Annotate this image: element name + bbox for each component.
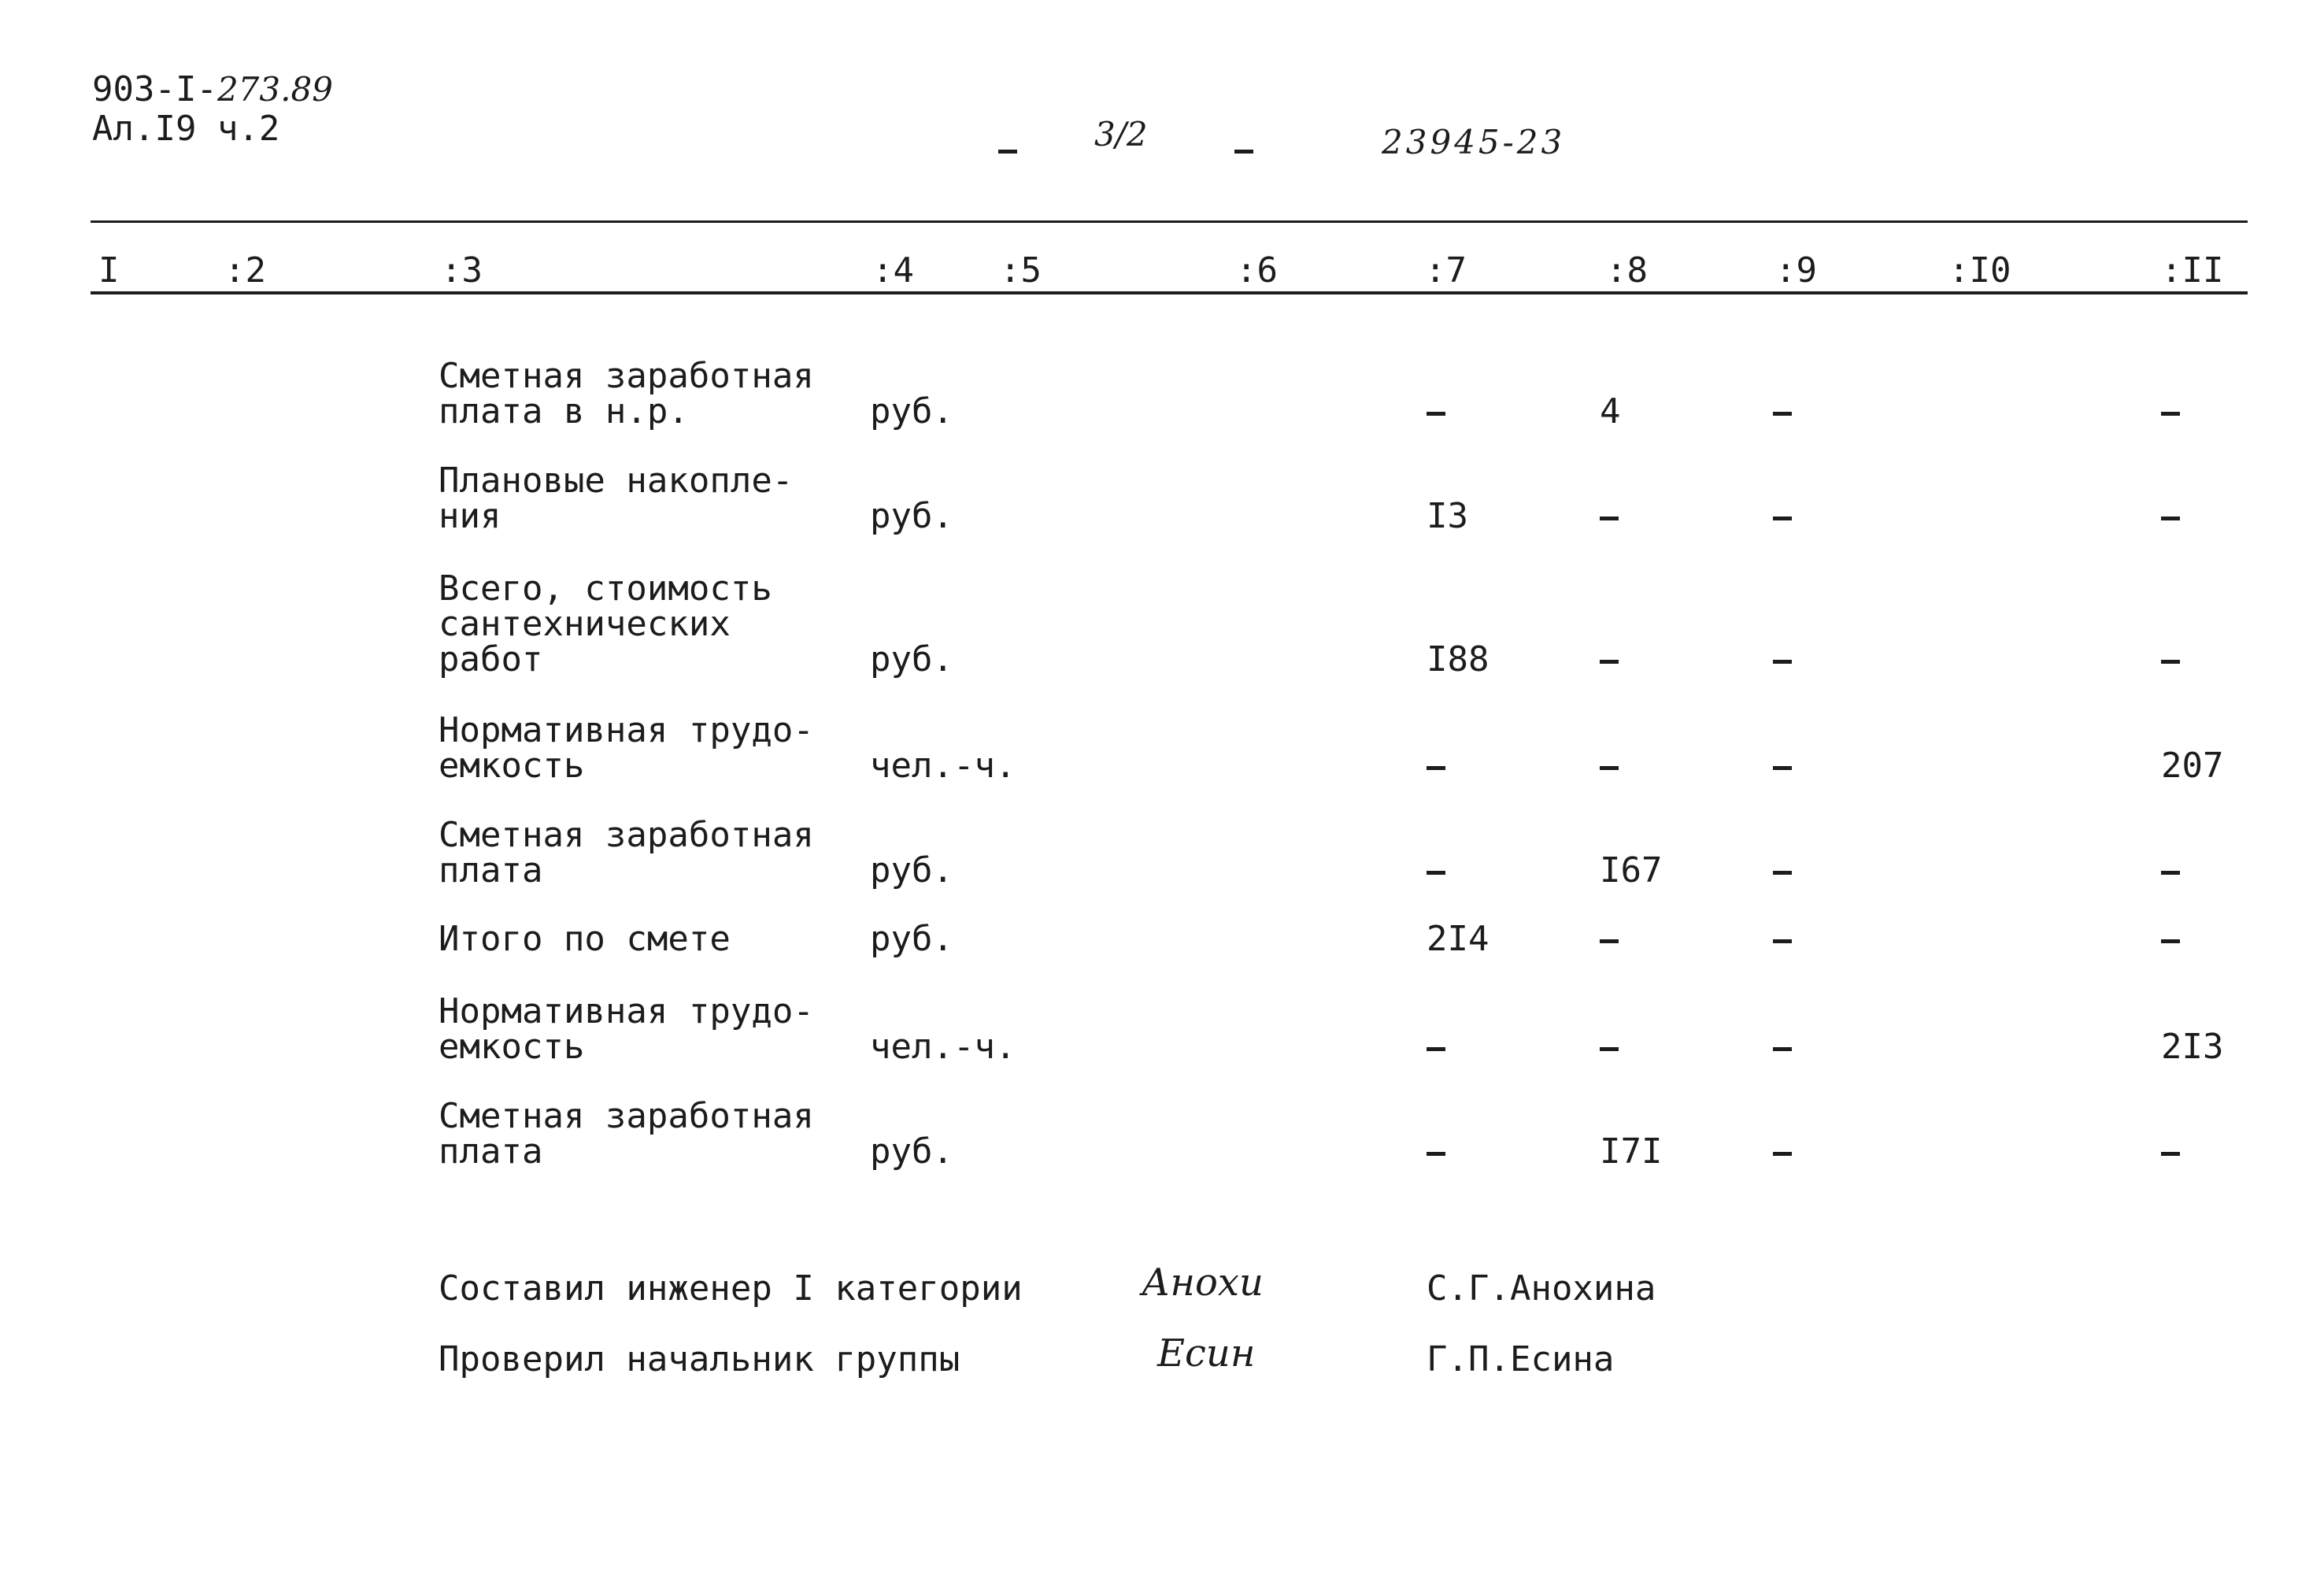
col8-cell — [1600, 498, 1619, 534]
row-label-line: Сметная заработная — [439, 356, 814, 396]
page-dash-right — [1234, 132, 1253, 167]
column-number: :8 — [1606, 250, 1648, 291]
col8-cell: 4 — [1600, 391, 1621, 431]
unit-cell: руб. — [870, 850, 953, 890]
unit-cell: руб. — [870, 496, 953, 536]
col11-cell — [2161, 498, 2180, 534]
row-label-line: Сметная заработная — [439, 815, 814, 855]
dash-mark — [1773, 1152, 1792, 1156]
column-number: :5 — [1000, 250, 1042, 291]
unit-cell: руб. — [870, 639, 953, 679]
dash-mark — [1600, 660, 1619, 664]
column-number: :7 — [1425, 250, 1467, 291]
row-label-line: сантехнических — [439, 604, 731, 644]
dash-mark — [2161, 939, 2180, 943]
column-number: :II — [2161, 250, 2224, 291]
dash-mark — [1427, 871, 1445, 875]
row-label-line: емкость — [439, 746, 585, 786]
col9-cell — [1773, 748, 1792, 783]
col8-cell — [1600, 921, 1619, 957]
dash-mark — [1427, 1047, 1445, 1051]
sheet-label: Ал.I9 ч.2 — [92, 109, 280, 149]
dash-mark — [1600, 1047, 1619, 1051]
col7-cell — [1427, 1134, 1445, 1169]
col7-cell — [1427, 748, 1445, 783]
signer-role: Составил инженер I категории — [439, 1268, 1023, 1309]
dash-mark — [2161, 517, 2180, 520]
doc-code-prefix: 903-I- — [92, 69, 217, 109]
row-label-line: Итого по смете — [439, 919, 731, 959]
signer-role: Проверил начальник группы — [439, 1339, 960, 1379]
row-label-line: плата в н.р. — [439, 391, 689, 431]
col11-cell: 207 — [2161, 746, 2224, 786]
row-label-line: Нормативная трудо- — [439, 991, 814, 1031]
col7-cell — [1427, 853, 1445, 888]
dash-mark — [2161, 412, 2180, 416]
col8-cell — [1600, 1029, 1619, 1064]
col7-cell — [1427, 1029, 1445, 1064]
row-label-line: работ — [439, 639, 543, 679]
row-label-line: ния — [439, 496, 501, 536]
dash-mark — [2161, 871, 2180, 875]
row-label-line: плата — [439, 850, 543, 890]
dash-mark — [1427, 1152, 1445, 1156]
column-number: :4 — [872, 250, 914, 291]
col11-cell — [2161, 1134, 2180, 1169]
unit-cell: руб. — [870, 919, 953, 959]
column-number: I — [98, 250, 120, 291]
column-number: :2 — [224, 250, 266, 291]
col9-cell — [1773, 394, 1792, 429]
col8-cell — [1600, 748, 1619, 783]
unit-cell: руб. — [870, 1131, 953, 1172]
doc-code-handwritten: 273.89 — [216, 70, 333, 109]
dash-mark — [1773, 766, 1792, 770]
col11-cell — [2161, 642, 2180, 677]
dash-mark — [1773, 517, 1792, 520]
column-number: :6 — [1236, 250, 1278, 291]
handwritten-signature: Анохи — [1142, 1261, 1264, 1305]
col7-cell: I88 — [1427, 639, 1490, 679]
column-number: :9 — [1775, 250, 1817, 291]
col7-cell: 2I4 — [1427, 919, 1490, 959]
col9-cell — [1773, 1029, 1792, 1064]
unit-cell: чел.-ч. — [870, 746, 1016, 786]
column-number: :I0 — [1948, 250, 2011, 291]
dash-mark — [1600, 939, 1619, 943]
dash-mark — [1773, 871, 1792, 875]
dash-mark — [1773, 412, 1792, 416]
dash-mark — [2161, 1152, 2180, 1156]
col7-cell — [1427, 394, 1445, 429]
page-dash-left — [998, 132, 1017, 167]
dash-mark — [1600, 517, 1619, 520]
col8-cell: I7I — [1600, 1131, 1663, 1172]
dash-mark — [1427, 766, 1445, 770]
table-top-rule — [91, 220, 2248, 223]
row-label-line: Всего, стоимость — [439, 568, 772, 609]
row-label-line: плата — [439, 1131, 543, 1172]
col8-cell — [1600, 642, 1619, 677]
doc-code — [92, 69, 333, 109]
col11-cell — [2161, 921, 2180, 957]
row-label-line: Нормативная трудо- — [439, 710, 814, 750]
unit-cell: руб. — [870, 391, 953, 431]
col11-cell: 2I3 — [2161, 1027, 2224, 1067]
col9-cell — [1773, 642, 1792, 677]
row-label-line: емкость — [439, 1027, 585, 1067]
signer-name: Г.П.Есина — [1427, 1339, 1615, 1379]
col9-cell — [1773, 1134, 1792, 1169]
row-label-line: Плановые накопле- — [439, 461, 794, 501]
col11-cell — [2161, 394, 2180, 429]
column-number: :3 — [441, 250, 483, 291]
dash-mark — [1773, 660, 1792, 664]
col9-cell — [1773, 853, 1792, 888]
signer-name: С.Г.Анохина — [1427, 1268, 1656, 1309]
row-label-line: Сметная заработная — [439, 1096, 814, 1136]
page-number: 3/2 — [1094, 115, 1148, 154]
col7-cell: I3 — [1427, 496, 1468, 536]
inventory-number: 23945-23 — [1382, 123, 1566, 161]
dash-mark — [2161, 660, 2180, 664]
col11-cell — [2161, 853, 2180, 888]
col8-cell: I67 — [1600, 850, 1663, 890]
handwritten-signature: Есин — [1157, 1331, 1256, 1376]
dash-mark — [1427, 412, 1445, 416]
dash-mark — [1773, 939, 1792, 943]
dash-mark — [1600, 766, 1619, 770]
col9-cell — [1773, 921, 1792, 957]
col9-cell — [1773, 498, 1792, 534]
table-header-rule — [91, 291, 2248, 294]
dash-mark — [1773, 1047, 1792, 1051]
unit-cell: чел.-ч. — [870, 1027, 1016, 1067]
